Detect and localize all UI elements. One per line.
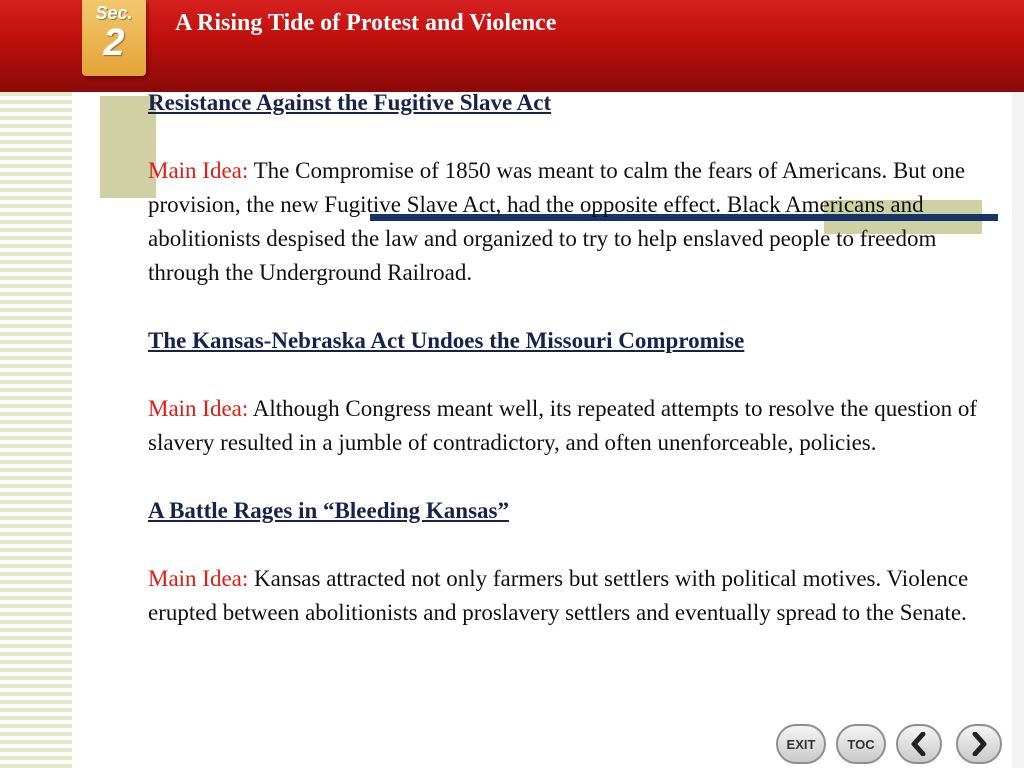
main-idea-paragraph [148,562,988,630]
section-tab [82,0,146,76]
section-label: Sec. [95,3,133,23]
main-idea-label: Main Idea: [148,566,249,591]
main-idea-text: Kansas attracted not only farmers but settlers with political motives. Violence erupted between abolitionists and proslavery settlers and eventually spread to the Senate. [148,566,969,625]
section-heading: The Kansas-Nebraska Act Undoes the Missouri Compromise [148,328,745,353]
slide-title: A Rising Tide of Protest and Violence [175,10,557,36]
main-idea-text: The Compromise of 1850 was meant to calm the fears of Americans. But one provision, the new Fugitive Slave Act, had the opposite effect. Black Americans and abolitionists despised the law and organized to try to help enslaved people to freedom through the Underground Railroad. [148,158,966,285]
slide-content [148,86,988,630]
chevron-left-icon [909,732,929,756]
next-button[interactable] [956,724,1002,764]
section-heading: A Battle Rages in “Bleeding Kansas” [148,498,510,523]
main-idea-paragraph [148,154,988,290]
main-idea-paragraph [148,392,988,460]
main-idea-label: Main Idea: [148,158,249,183]
main-idea-label: Main Idea: [148,396,249,421]
previous-button[interactable] [896,724,942,764]
chevron-right-icon [969,732,989,756]
exit-button[interactable] [776,724,826,764]
toc-button[interactable] [836,724,886,764]
header-banner [0,0,1024,92]
section-heading: Resistance Against the Fugitive Slave Act [148,90,552,115]
left-striped-rail [0,92,72,768]
main-idea-text: Although Congress meant well, its repeated attempts to resolve the question of slavery resulted in a jumble of contradictory, and often unenforceable, policies. [148,396,978,455]
toc-button-label: TOC [847,736,875,752]
section-number: 2 [103,22,125,64]
right-edge [1012,92,1024,768]
exit-button-label: EXIT [786,736,816,752]
